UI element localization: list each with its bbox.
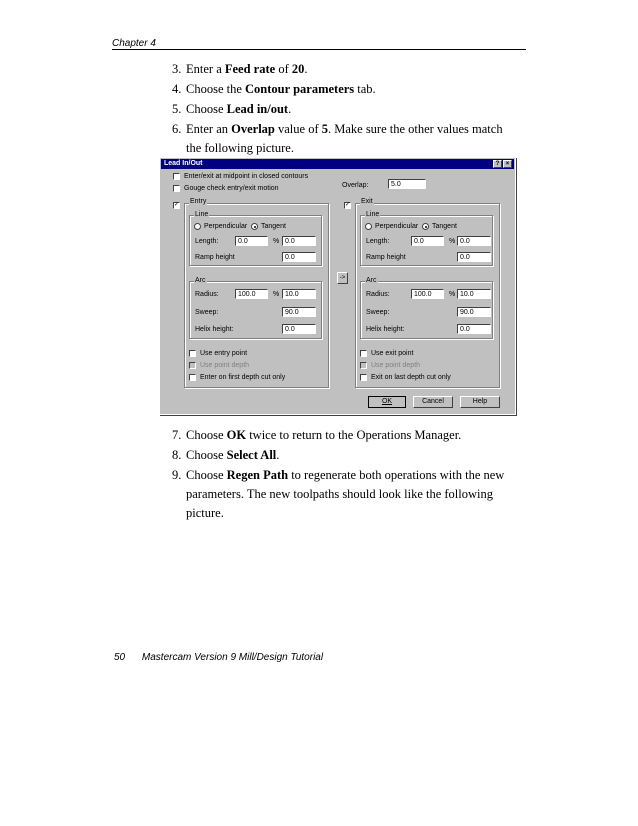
step-bold-text: Feed rate bbox=[224, 62, 276, 76]
close-button[interactable]: × bbox=[503, 160, 512, 168]
exit-length-pct-input[interactable]: 0.0 bbox=[457, 236, 491, 246]
step-bold-text: OK bbox=[226, 428, 247, 442]
help-button[interactable] bbox=[460, 396, 500, 408]
step-text: Choose bbox=[186, 448, 227, 462]
exit-helix-input[interactable]: 0.0 bbox=[457, 324, 491, 334]
exit-ramp-input[interactable]: 0.0 bbox=[457, 252, 491, 262]
entry-perpendicular-radio[interactable] bbox=[194, 223, 201, 230]
exit-sweep-input[interactable]: 90.0 bbox=[457, 307, 491, 317]
cancel-button-label: Cancel bbox=[422, 398, 444, 405]
entry-ramp-input[interactable]: 0.0 bbox=[282, 252, 316, 262]
midpoint-checkbox[interactable] bbox=[173, 173, 180, 180]
exit-use-point-depth-checkbox[interactable] bbox=[360, 362, 367, 369]
entry-radius-pct-label: % bbox=[273, 291, 280, 298]
exit-length-input[interactable]: 0.0 bbox=[411, 236, 444, 246]
exit-ramp-label: Ramp height bbox=[366, 254, 406, 261]
book-title: Mastercam Version 9 Mill/Design Tutorial bbox=[141, 652, 324, 663]
exit-tangent-radio[interactable] bbox=[422, 223, 429, 230]
ok-button[interactable] bbox=[368, 396, 406, 408]
entry-use-point-depth-label: Use point depth bbox=[200, 362, 250, 369]
step-number: 8. bbox=[172, 448, 182, 462]
entry-helix-label: Helix height: bbox=[195, 326, 234, 333]
steps-list-before bbox=[173, 60, 518, 159]
step-text: tab. bbox=[354, 82, 376, 96]
entry-line-label: Line bbox=[195, 211, 209, 218]
entry-group-label: Entry bbox=[190, 198, 207, 205]
exit-use-point-depth-label: Use point depth bbox=[371, 362, 421, 369]
entry-use-point-depth-checkbox[interactable] bbox=[189, 362, 196, 369]
help-title-button[interactable]: ? bbox=[493, 160, 502, 168]
step-text: Choose bbox=[186, 468, 227, 482]
step-number: 4. bbox=[172, 82, 182, 96]
enter-first-depth-checkbox[interactable] bbox=[189, 374, 196, 381]
exit-perpendicular-label: Perpendicular bbox=[375, 223, 419, 230]
enter-first-depth-label: Enter on first depth cut only bbox=[200, 374, 286, 381]
step-number: 9. bbox=[172, 468, 182, 482]
step-bold-text: Contour parameters bbox=[245, 82, 355, 96]
step-bold-text: Select All bbox=[226, 448, 277, 462]
exit-checkbox[interactable]: ✓ bbox=[345, 202, 351, 208]
entry-helix-input[interactable]: 0.0 bbox=[282, 324, 316, 334]
step-item bbox=[173, 60, 518, 79]
exit-length-pct-label: % bbox=[449, 238, 456, 245]
step-text: . bbox=[288, 102, 292, 116]
cancel-button[interactable] bbox=[413, 396, 453, 408]
gouge-check-checkbox[interactable] bbox=[173, 185, 180, 192]
exit-last-depth-label: Exit on last depth cut only bbox=[371, 374, 451, 381]
entry-radius-label: Radius: bbox=[195, 291, 219, 298]
header-rule bbox=[112, 49, 526, 50]
exit-line-label: Line bbox=[366, 211, 380, 218]
use-entry-point-checkbox[interactable] bbox=[189, 350, 196, 357]
step-bold-text: 5 bbox=[321, 122, 328, 136]
dialog-title: Lead In/Out bbox=[164, 160, 203, 167]
page-number: 50 bbox=[114, 652, 126, 663]
exit-radius-pct-label: % bbox=[449, 291, 456, 298]
steps-list-after bbox=[173, 426, 518, 524]
entry-length-pct-input[interactable]: 0.0 bbox=[282, 236, 316, 246]
step-item bbox=[173, 100, 518, 119]
step-text: to regenerate both operations with the new parameters. The new toolpaths should look like the following picture. bbox=[186, 468, 505, 520]
step-bold-text: 20 bbox=[291, 62, 305, 76]
entry-tangent-radio[interactable] bbox=[251, 223, 258, 230]
midpoint-label: Enter/exit at midpoint in closed contours bbox=[184, 173, 309, 180]
exit-sweep-label: Sweep: bbox=[366, 309, 390, 316]
step-text: value of bbox=[274, 122, 322, 136]
step-text: twice to return to the Operations Manager. bbox=[246, 428, 462, 442]
dialog-titlebar bbox=[161, 159, 514, 169]
gouge-check-label: Gouge check entry/exit motion bbox=[184, 185, 279, 192]
step-text: Choose bbox=[186, 428, 227, 442]
use-exit-point-checkbox[interactable] bbox=[360, 350, 367, 357]
copy-entry-to-exit-button[interactable]: -> bbox=[337, 272, 348, 284]
exit-length-label: Length: bbox=[366, 238, 390, 245]
exit-helix-label: Helix height: bbox=[366, 326, 405, 333]
step-item bbox=[173, 120, 518, 158]
exit-radius-label: Radius: bbox=[366, 291, 390, 298]
step-number: 5. bbox=[172, 102, 182, 116]
step-text: . bbox=[304, 62, 308, 76]
entry-perpendicular-label: Perpendicular bbox=[204, 223, 248, 230]
entry-sweep-input[interactable]: 90.0 bbox=[282, 307, 316, 317]
step-item bbox=[173, 426, 518, 445]
overlap-label: Overlap: bbox=[342, 182, 369, 189]
step-bold-text: Regen Path bbox=[226, 468, 289, 482]
entry-length-pct-label: % bbox=[273, 238, 280, 245]
step-text: Choose bbox=[186, 102, 227, 116]
use-exit-point-label: Use exit point bbox=[371, 350, 414, 357]
step-text: . bbox=[276, 448, 280, 462]
step-item bbox=[173, 446, 518, 465]
exit-last-depth-checkbox[interactable] bbox=[360, 374, 367, 381]
entry-radius-pct-input[interactable]: 10.0 bbox=[282, 289, 316, 299]
exit-perpendicular-radio[interactable] bbox=[365, 223, 372, 230]
step-bold-text: Overlap bbox=[231, 122, 275, 136]
exit-group-label: Exit bbox=[361, 198, 373, 205]
step-bold-text: Lead in/out bbox=[226, 102, 289, 116]
step-text: . Make sure the other values match the following picture. bbox=[186, 122, 503, 155]
step-number: 7. bbox=[172, 428, 182, 442]
entry-length-input[interactable]: 0.0 bbox=[235, 236, 268, 246]
entry-tangent-label: Tangent bbox=[261, 223, 286, 230]
step-number: 3. bbox=[172, 62, 182, 76]
step-text: Choose the bbox=[186, 82, 246, 96]
step-item bbox=[173, 80, 518, 99]
lead-in-out-dialog bbox=[159, 157, 516, 415]
exit-tangent-label: Tangent bbox=[432, 223, 457, 230]
exit-arc-label: Arc bbox=[366, 277, 377, 284]
ok-button-label: OK bbox=[381, 398, 393, 405]
entry-length-label: Length: bbox=[195, 238, 219, 245]
exit-radius-input[interactable]: 100.0 bbox=[411, 289, 444, 299]
chapter-header: Chapter 4 bbox=[112, 38, 156, 49]
exit-radius-pct-input[interactable]: 10.0 bbox=[457, 289, 491, 299]
step-text: of bbox=[275, 62, 292, 76]
entry-radius-input[interactable]: 100.0 bbox=[235, 289, 268, 299]
entry-arc-label: Arc bbox=[195, 277, 206, 284]
step-number: 6. bbox=[172, 122, 182, 136]
step-item bbox=[173, 466, 518, 523]
entry-checkbox[interactable]: ✓ bbox=[174, 202, 180, 208]
entry-ramp-label: Ramp height bbox=[195, 254, 235, 261]
step-text: Enter an bbox=[186, 122, 232, 136]
step-text: Enter a bbox=[186, 62, 225, 76]
overlap-input[interactable]: 5.0 bbox=[388, 179, 426, 189]
page-footer bbox=[114, 652, 323, 663]
entry-sweep-label: Sweep: bbox=[195, 309, 219, 316]
help-button-label: Help bbox=[472, 398, 488, 405]
use-entry-point-label: Use entry point bbox=[200, 350, 248, 357]
